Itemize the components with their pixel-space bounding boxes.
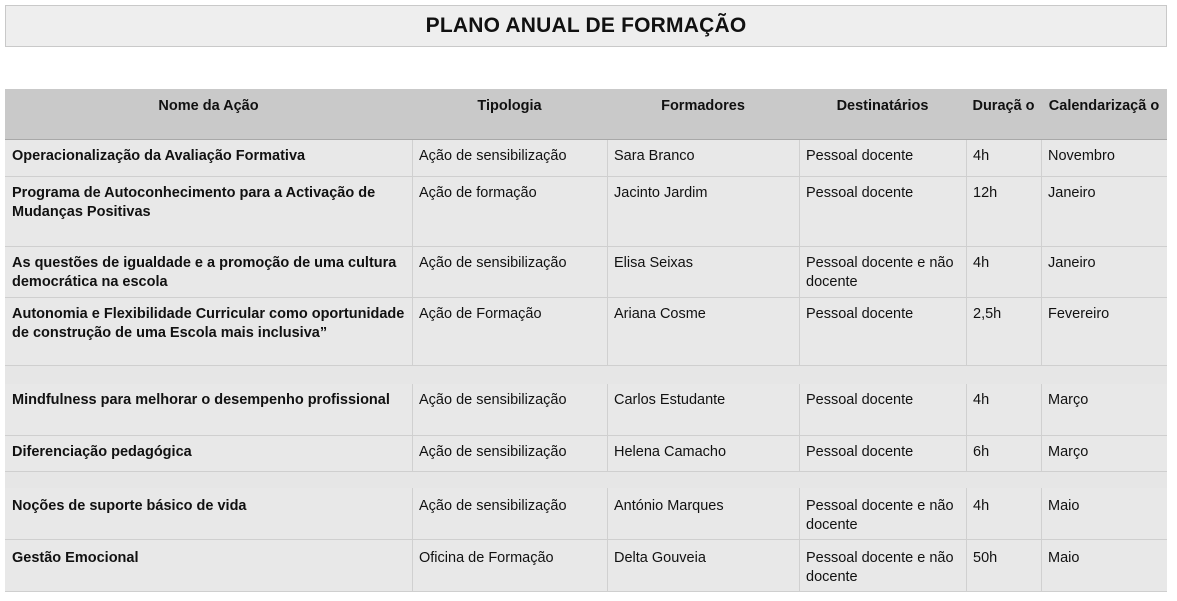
header-tipologia: Tipologia [477,98,542,114]
cell-tipologia: Ação de formação [412,177,607,246]
cell-calendarizacao: Maio [1041,540,1167,591]
table-row [5,298,1167,366]
cell-nome: Noções de suporte básico de vida [5,488,412,539]
cell-destinatarios: Pessoal docente [799,140,966,176]
table-row [5,540,1167,592]
cell-tipologia: Ação de sensibilização [412,247,607,297]
cell-formador: Jacinto Jardim [607,177,799,246]
table-row [5,384,1167,436]
cell-nome: As questões de igualdade e a promoção de uma cultura democrática na escola [5,247,412,297]
cell-tipologia: Ação de sensibilização [412,140,607,176]
cell-calendarizacao: Novembro [1041,140,1167,176]
cell-destinatarios: Pessoal docente [799,177,966,246]
cell-nome: Programa de Autoconhecimento para a Activação de Mudanças Positivas [5,177,412,246]
table-header [5,89,1167,140]
cell-duracao: 4h [966,488,1041,539]
cell-nome: Autonomia e Flexibilidade Curricular como oportunidade de construção de uma Escola mais inclusiva” [5,298,412,365]
table-row [5,488,1167,540]
cell-formador: Sara Branco [607,140,799,176]
cell-tipologia: Oficina de Formação [412,540,607,591]
cell-destinatarios: Pessoal docente e não docente [799,247,966,297]
cell-formador: Elisa Seixas [607,247,799,297]
cell-destinatarios: Pessoal docente [799,298,966,365]
cell-formador: António Marques [607,488,799,539]
cell-calendarizacao: Março [1041,436,1167,471]
header-calendarizacao: Calendarizaçã o [1048,98,1160,114]
cell-formador: Delta Gouveia [607,540,799,591]
cell-duracao: 6h [966,436,1041,471]
cell-tipologia: Ação de sensibilização [412,436,607,471]
cell-formador: Ariana Cosme [607,298,799,365]
cell-tipologia: Ação de sensibilização [412,384,607,435]
header-formadores: Formadores [661,98,745,114]
section-divider [5,366,1167,384]
cell-formador: Carlos Estudante [607,384,799,435]
section-divider [5,472,1167,488]
cell-calendarizacao: Janeiro [1041,247,1167,297]
cell-calendarizacao: Março [1041,384,1167,435]
cell-nome: Gestão Emocional [5,540,412,591]
table-row [5,177,1167,247]
cell-destinatarios: Pessoal docente [799,436,966,471]
cell-formador: Helena Camacho [607,436,799,471]
cell-destinatarios: Pessoal docente e não docente [799,488,966,539]
header-nome: Nome da Ação [158,98,259,114]
cell-nome: Mindfulness para melhorar o desempenho profissional [5,384,412,435]
table-row [5,140,1167,177]
cell-calendarizacao: Maio [1041,488,1167,539]
cell-duracao: 2,5h [966,298,1041,365]
cell-duracao: 4h [966,140,1041,176]
cell-duracao: 4h [966,247,1041,297]
cell-tipologia: Ação de sensibilização [412,488,607,539]
cell-nome: Operacionalização da Avaliação Formativa [5,140,412,176]
table-row [5,436,1167,472]
header-destinatarios: Destinatários [836,98,929,114]
cell-destinatarios: Pessoal docente [799,384,966,435]
cell-duracao: 50h [966,540,1041,591]
cell-duracao: 12h [966,177,1041,246]
header-duracao: Duraçã o [972,98,1035,114]
cell-calendarizacao: Janeiro [1041,177,1167,246]
page-title: PLANO ANUAL DE FORMAÇÃO [5,5,1167,47]
table-row [5,247,1167,298]
cell-destinatarios: Pessoal docente e não docente [799,540,966,591]
cell-tipologia: Ação de Formação [412,298,607,365]
cell-calendarizacao: Fevereiro [1041,298,1167,365]
cell-duracao: 4h [966,384,1041,435]
cell-nome: Diferenciação pedagógica [5,436,412,471]
